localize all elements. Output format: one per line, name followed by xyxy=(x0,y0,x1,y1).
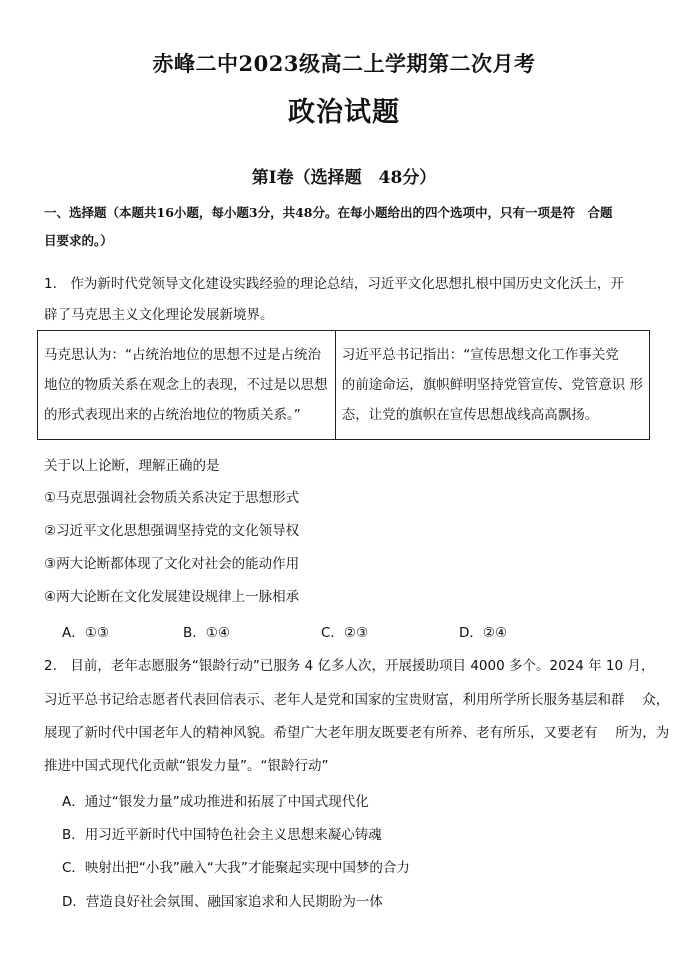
q2-option-c[interactable]: C．映射出把“小我”融入“大我”才能聚起实现中国梦的合力 xyxy=(62,860,410,876)
q1-quote-marx-line: 马克思认为：“占统治地位的思想不过是占统治 xyxy=(44,347,321,363)
q1-quote-xi-line: 的前途命运，旗帜鲜明坚持党管宣传、党管意识 形 xyxy=(341,377,643,393)
q1-statement-3: ③两大论断都体现了文化对社会的能动作用 xyxy=(44,556,300,572)
q1-quote-table xyxy=(37,330,650,440)
q2-stem-line-2: 习近平总书记给志愿者代表回信表示、老年人是党和国家的宝贵财富，利用所学所长服务基层和群 众， xyxy=(44,692,670,708)
q1-stem-line-2: 辟了马克思主义文化理论发展新境界。 xyxy=(44,307,274,323)
q1-statement-1: ①马克思强调社会物质关系决定于思想形式 xyxy=(44,490,300,506)
q1-choice-d[interactable]: D．②④ xyxy=(459,625,508,641)
q2-option-d[interactable]: D．营造良好社会氛围、融国家追求和人民期盼为一体 xyxy=(62,894,383,910)
q2-stem-line-3: 展现了新时代中国老年人的精神风貌。希望广大老年朋友既要老有所养、老有所乐，又要老有 所为，为 xyxy=(44,725,670,741)
q1-choice-c[interactable]: C．②③ xyxy=(321,625,369,641)
school-exam-title: 赤峰二中2023级高二上学期第二次月考 xyxy=(152,51,536,76)
q2-option-b[interactable]: B．用习近平新时代中国特色社会主义思想来凝心铸魂 xyxy=(62,827,382,843)
q1-quote-marx xyxy=(38,331,336,439)
q1-quote-xi-line: 习近平总书记指出：“宣传思想文化工作事关党 xyxy=(341,347,619,363)
subject-title: 政治试题 xyxy=(288,97,400,128)
section-title: 第Ⅰ卷（选择题 48分） xyxy=(251,168,437,188)
q2-option-a[interactable]: A．通过“银发力量”成功推进和拓展了中国式现代化 xyxy=(62,794,369,810)
q1-quote-marx-line: 地位的物质关系在观念上的表现，不过是以思想 xyxy=(44,377,328,393)
q2-stem-line-1: 2. 目前，老年志愿服务“银龄行动”已服务 4 亿多人次，开展援助项目 4000 多个。2024 年 10 月， xyxy=(44,658,655,674)
section-instruction-line-2: 目要求的。） xyxy=(44,233,113,248)
q1-quote-marx-line: 的形式表现出来的占统治地位的物质关系。” xyxy=(44,407,301,423)
q1-prompt: 关于以上论断，理解正确的是 xyxy=(44,458,220,474)
q1-quote-xi-line: 态，让党的旗帜在宣传思想战线高高飘扬。 xyxy=(341,407,599,423)
section-instruction-line-1: 一、选择题（本题共16小题，每小题3分，共48分。在每小题给出的四个选项中，只有一项是符 合题 xyxy=(44,205,613,220)
q1-stem-line-1: 1. 作为新时代党领导文化建设实践经验的理论总结，习近平文化思想扎根中国历史文化沃土，开 xyxy=(44,276,624,292)
q2-stem-line-4: 推进中国式现代化贡献“银发力量”。“银龄行动” xyxy=(44,758,329,774)
q1-choice-a[interactable]: A．①③ xyxy=(62,625,109,641)
q1-quote-xi xyxy=(336,331,649,439)
q1-statement-2: ②习近平文化思想强调坚持党的文化领导权 xyxy=(44,523,300,539)
q1-statement-4: ④两大论断在文化发展建设规律上一脉相承 xyxy=(44,589,300,605)
q1-choice-b[interactable]: B．①④ xyxy=(183,625,230,641)
